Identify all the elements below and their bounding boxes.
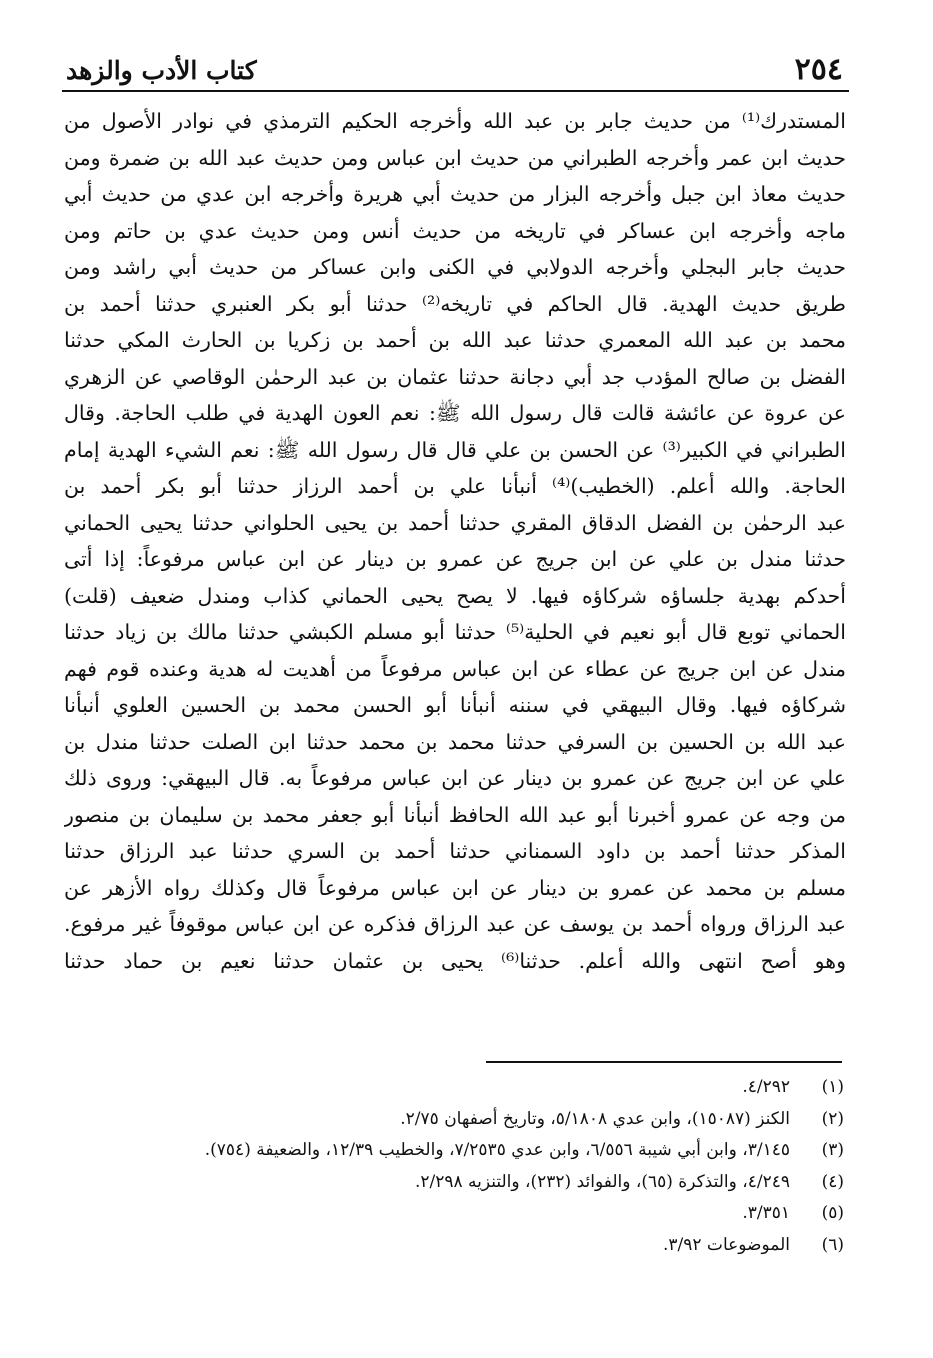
text-line: الحاجة. والله أعلم. (الخطيب)⁽⁴⁾ أنبأنا علي بن أحمد الرزاز حدثنا أبو بكر أحمد بن [64,474,846,498]
footnote-text: ٣/١٤٥، وابن أبي شيبة ٦/٥٥٦، وابن عدي ٧/٢٥٣٥، والخطيب ١٢/٣٩، والضعيفة (٧٥٤). [204,1140,790,1160]
page-number: ٢٥٤ [794,52,843,87]
main-text [64,103,846,979]
footnote [64,1167,844,1199]
footnote-number: (١) [821,1077,844,1097]
footnote-text: ٤/٢٩٢. [742,1077,790,1097]
text-line: الحماني توبع قال أبو نعيم في الحلية⁽⁵⁾ حدثنا أبو مسلم الكبشي حدثنا مالك بن زياد حدثنا [64,620,846,644]
text-line: مندل عن ابن جريج عن عطاء عن ابن عباس مرفوعاً من أهديت له هدية وعنده قوم فهم [64,656,846,681]
text-line: حدثنا مندل بن علي عن ابن جريج عن عمرو بن دينار عن ابن عباس مرفوعاً: إذا أتى [64,547,846,571]
text-line: المذكر حدثنا أحمد بن داود السمناني حدثنا أحمد بن السري حدثنا عبد الرزاق حدثنا [64,839,846,863]
header-divider [62,90,849,92]
text-line: حديث ابن عمر وأخرجه الطبراني من حديث ابن عباس ومن حديث عبد الله بن ضمرة ومن [64,145,846,170]
footnote [64,1104,844,1136]
text-line: حديث جابر البجلي وأخرجه الدولابي في الكنى وابن عساكر من حديث أبي راشد ومن [64,255,846,279]
footnote-number: (٥) [821,1203,844,1223]
footnote [64,1072,844,1104]
text-line: عبد الرحمٰن بن الفضل الدقاق المقري حدثنا أحمد بن يحيى الحلواني حدثنا يحيى الحماني [64,510,846,535]
footnote-divider [486,1061,842,1063]
text-line: من وجه عن عمرو أخبرنا أبو عبد الله الحافظ أنبأنا أبو جعفر محمد بن سليمان بن منصور [64,802,846,827]
text-line: علي عن ابن جريج عن عمرو بن دينار عن ابن عباس مرفوعاً به. قال البيهقي: وروى ذلك [64,766,846,790]
text-line: أحدكم بهدية جلساؤه شركاؤه فيها. لا يصح يحيى الحماني كذاب ومندل ضعيف (قلت) [64,583,846,608]
footnote-text: الموضوعات ٣/٩٢. [663,1234,790,1255]
text-line: مسلم بن محمد عن عمرو بن دينار عن ابن عباس مرفوعاً قال وكذلك رواه الأزهر عن [64,875,846,900]
footnote-number: (٤) [821,1171,844,1192]
footnotes [64,1072,844,1261]
text-line: ماجه وأخرجه ابن عساكر في تاريخه من حديث أنس ومن حديث عدي بن حاتم ومن [64,218,846,243]
running-title: كتاب الأدب والزهد [66,56,257,85]
text-line: محمد بن عبد الله المعمري حدثنا عبد الله بن أحمد بن زكريا بن الحارث المكي حدثنا [64,328,846,352]
footnote-text: ٤/٢٤٩، والتذكرة (٦٥)، والفوائد (٢٣٢)، والتنزيه ٢/٢٩٨. [414,1171,790,1192]
text-line: عن عروة عن عائشة قالت قال رسول الله ﷺ: نعم العون الهدية في طلب الحاجة. وقال [64,401,846,425]
text-line: الفضل بن صالح المؤدب جد أبي دجانة حدثنا عثمان بن عبد الرحمٰن الوقاصي عن الزهري [64,364,846,389]
text-line: شركاؤه فيها. وقال البيهقي في سننه أنبأنا أبو الحسن محمد بن الحسين العلوي أنبأنا [64,693,846,717]
text-line: المستدرك⁽¹⁾ من حديث جابر بن عبد الله وأخرجه الحكيم الترمذي في نوادر الأصول من [64,109,846,133]
text-line: وهو أصح انتهى والله أعلم. حدثنا⁽⁶⁾ يحيى بن عثمان حدثنا نعيم بن حماد حدثنا [64,948,846,973]
footnote-number: (٢) [821,1108,844,1129]
footnote-number: (٦) [821,1234,844,1255]
footnote [64,1135,844,1167]
text-line: عبد الله بن الحسين بن السرفي حدثنا محمد بن محمد حدثنا ابن الصلت حدثنا مندل بن [64,729,846,754]
footnote [64,1198,844,1230]
footnote-number: (٣) [821,1140,844,1160]
footnote [64,1230,844,1262]
footnote-text: ٣/٣٥١. [742,1203,790,1223]
text-line: الطبراني في الكبير⁽³⁾ عن الحسن بن علي قال قال رسول الله ﷺ: نعم الشيء الهدية إمام [64,437,846,462]
page-header [62,46,849,90]
text-line: حديث معاذ ابن جبل وأخرجه البزار من حديث أبي هريرة وأخرجه ابن عدي من حديث أبي [64,182,846,206]
text-line: طريق حديث الهدية. قال الحاكم في تاريخه⁽²⁾ حدثنا أبو بكر العنبري حدثنا أحمد بن [64,291,846,316]
text-line: عبد الرزاق ورواه أحمد بن يوسف عن عبد الرزاق فذكره عن ابن عباس موقوفاً غير مرفوع. [64,912,846,936]
footnote-text: الكنز (١٥٠٨٧)، وابن عدي ٥/١٨٠٨، وتاريخ أصفهان ٢/٧٥. [400,1108,790,1129]
